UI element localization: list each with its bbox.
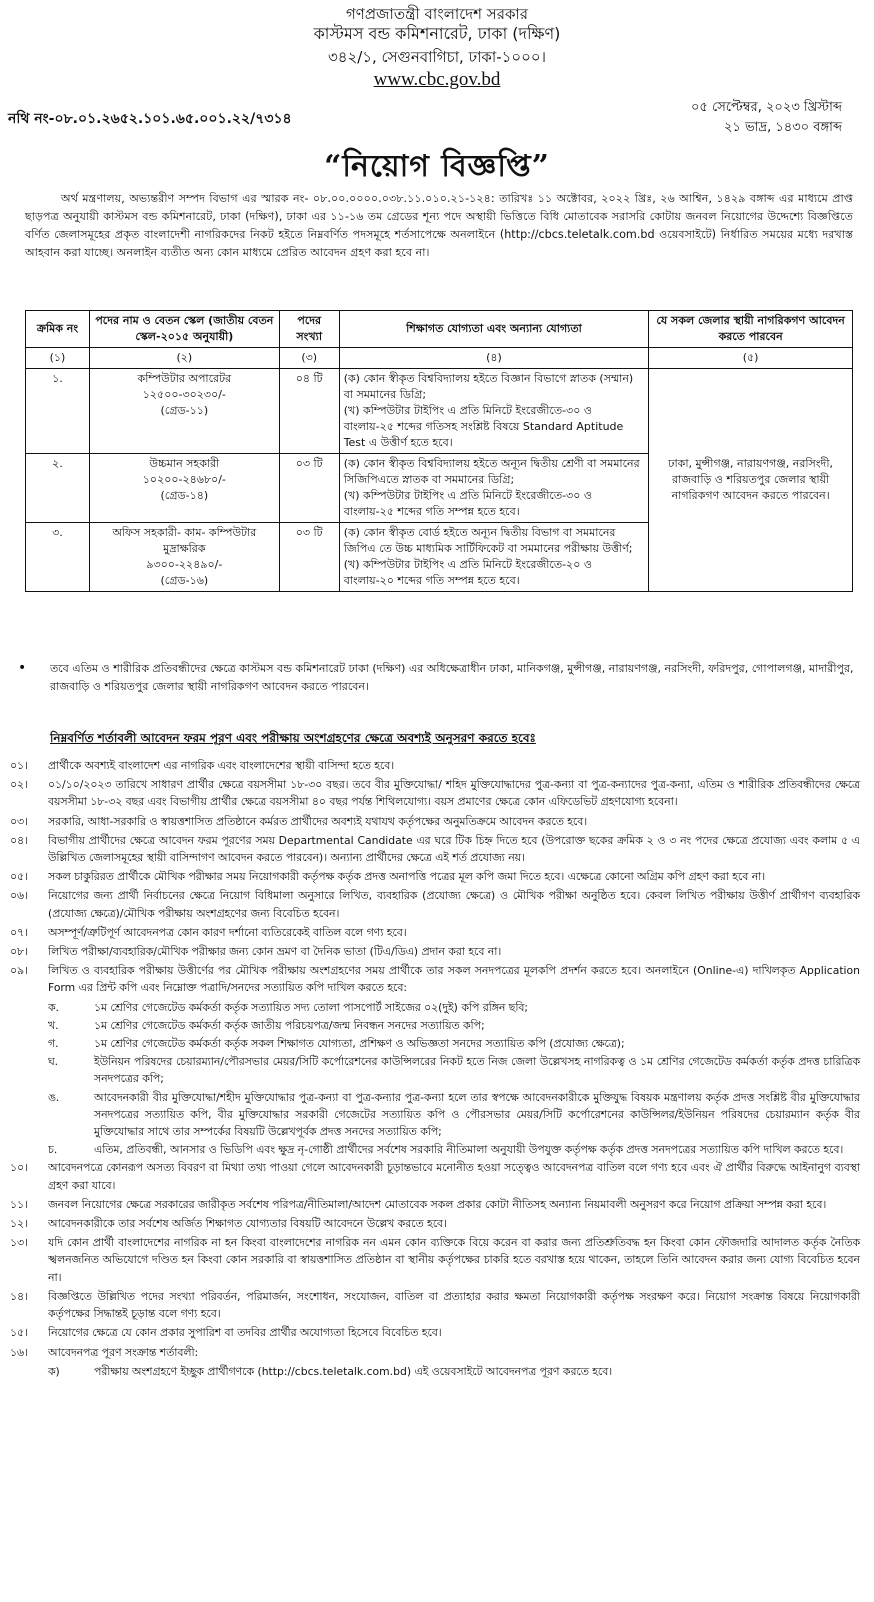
colnum: (৫) — [649, 348, 853, 369]
header-post: পদের নাম ও বেতন স্কেল (জাতীয় বেতন স্কেল-২০১৫ অনুযায়ী) — [89, 311, 279, 348]
row-post — [89, 369, 279, 454]
vacancy-table — [25, 310, 853, 592]
table-header-row — [26, 311, 853, 348]
list-item: ১৬। আবেদনপত্র পূরণ সংক্রান্ত শর্তাবলী: — [10, 1345, 199, 1359]
row-post — [89, 454, 279, 523]
list-item: ০৮। লিখিত পরীক্ষা/ব্যবহারিক/মৌখিক পরীক্ষার জন্য কোন ভ্রমণ বা দৈনিক ভাতা (টিএ/ডিএ) প্রদান করা হবে না। — [10, 945, 502, 959]
sub-item: ঙ. আবেদনকারী বীর মুক্তিযোদ্ধা/শহীদ মুক্তিযোদ্ধার পুত্র-কন্যা বা পুত্র-কন্যার পুত্র-কন্যা হলে তার স্বপক্ষে আবেদনকারীকে মুক্তিযুদ্ধ বিষয়ক মন্ত্রণালয় কর্তৃক প্রদত্ত সংশ্লিষ্ট বীর মুক্তিযোদ্ধার সনদপত্রের সত্যায়িত কপি, বীর মুক্তিযোদ্ধার সরকারী গেজেটের সত্যায়িত কপি ও পৌরসভার মেয়র/সিটি কর্পোরেশনের কাউন্সিলর/ইউনিয়ন পরিষদের চেয়ারম্যান কর্তৃক বীর মুক্তিযোদ্ধার সাথে তার সম্পর্কের বিষয়টি উল্লেখপূর্বক প্রদত্ত সনদের সত্যায়িত কপি; — [48, 1090, 860, 1139]
list-item: ০৩। সরকারি, আধা-সরকারি ও স্বায়ত্তশাসিত প্রতিষ্ঠানে কর্মরত প্রার্থীদের অবশ্যই যথাযথ কর্তৃপক্ষের অনুমতিক্রমে আবেদন করতে হবে। — [10, 814, 588, 828]
header-qualification: শিক্ষাগত যোগ্যতা এবং অন্যান্য যোগ্যতা — [339, 311, 649, 348]
list-item: ১৪। বিজ্ঞপ্তিতে উল্লিখিত পদের সংখ্যা পরিবর্তন, পরিমার্জন, সংশোধন, সংযোজন, বাতিল বা প্রত্যাহার করার ক্ষমতা নিয়োগকারী কর্তৃপক্ষ সংরক্ষণ করে। নিয়োগ সংক্রান্ত বিষয়ে নিয়োগকারী কর্তৃপক্ষের সিদ্ধান্তই চূড়ান্ত বলে গণ্য হবে। — [10, 1289, 860, 1321]
row-count: ০৩ টি — [279, 523, 339, 592]
intro-paragraph: অর্থ মন্ত্রণালয়, অভ্যন্তরীণ সম্পদ বিভাগ এর স্মারক নং- ০৮.০০.০০০০.০৩৮.১১.০১০.২১-১২৪: তারিখঃ ১১ অক্টোবর, ২০২২ খ্রিঃ, ২৬ আশ্বিন, ১৪২৯ বঙ্গাব্দ এর মাধ্যমে প্রাপ্ত ছাড়পত্র অনুযায়ী কাস্টমস বন্ড কমিশনারেট, ঢাকা (দক্ষিণ), ঢাকা এর ১১-১৬ তম গ্রেডের শূন্য পদে অস্থায়ী ভিত্তিতে বিধি মোতাবেক সরাসরি কোটায় জনবল নিয়োগের উদ্দেশ্যে বিজ্ঞপ্তিতে বর্ণিত জেলাসমূহের প্রকৃত বাংলাদেশী নাগরিকদের নিকট হইতে নিম্নবর্ণিত পদসমূহে শর্তসাপেক্ষে অনলাইনে (http://cbcs.teletalk.com.bd ওয়েবসাইটে) নির্ধারিত সময়ের মধ্যে দরখাস্ত আহবান করা যাচ্ছে। অনলাইন ব্যতীত অন্য কোন মাধ্যমে প্রেরিত আবেদন গ্রহণ করা হবে না। — [25, 192, 853, 259]
qualification-b: (খ) কম্পিউটার টাইপিং এ প্রতি মিনিটে ইংরেজীতে-৩০ ও বাংলায়-২৫ শব্দের গতি সম্পন্ন হতে হবে। — [343, 489, 592, 518]
header-serial: ক্রমিক নং — [26, 311, 90, 348]
list-item: ১০। আবেদনপত্রে কোনরূপ অসত্য বিবরণ বা মিথ্যা তথ্য পাওয়া গেলে আবেদনকারী চূড়ান্তভাবে মনোনীত হওয়া সত্ত্বেও আবেদনপত্র বাতিল বলে গণ্য হবে এবং ঐ প্রার্থীর বিরুদ্ধে আইনানুগ ব্যবস্থা গ্রহণ করা যাবে। — [10, 1161, 860, 1192]
post-grade: (গ্রেড-১১) — [160, 404, 209, 417]
memo-reference: নথি নং-০৮.০১.২৬৫২.১০১.৬৫.০০১.২২/৭৩১৪ — [8, 111, 292, 127]
row-count: ০৪ টি — [279, 369, 339, 454]
header-districts: যে সকল জেলার স্থায়ী নাগরিকগণ আবেদন করতে পারবেন — [649, 311, 853, 348]
row-qualification — [339, 454, 649, 523]
memo-date-bangla: ২১ ভাদ্র, ১৪৩০ বঙ্গাব্দ — [723, 120, 842, 135]
colnum: (১) — [26, 348, 90, 369]
list-item: ০৭। অসম্পূর্ণ/ত্রুটিপূর্ণ আবেদনপত্র কোন কারণ দর্শানো ব্যতিরেকেই বাতিল বলে গণ্য হবে। — [10, 925, 407, 939]
sub-item: চ. এতিম, প্রতিবন্ধী, আনসার ও ভিডিপি এবং ক্ষুদ্র নৃ-গোষ্ঠী প্রার্থীদের সর্বশেষ সরকারি নীতিমালা অনুযায়ী উপযুক্ত কর্তৃপক্ষ কর্তৃক প্রদত্ত সনদপত্রের সত্যায়িত কপি দাখিল করতে হবে। — [48, 1143, 844, 1157]
colnum: (৪) — [339, 348, 649, 369]
qualification-a: (ক) কোন স্বীকৃত বোর্ড হইতে অন্যূন দ্বিতীয় বিভাগ বা সমমানের জিপিএ তে উচ্চ মাধ্যমিক সার্টিফিকেট বা সমমানের পরীক্ষায় উত্তীর্ণ; — [343, 526, 633, 555]
table-colnum-row — [26, 348, 853, 369]
post-grade: (গ্রেড-১৪) — [160, 489, 209, 502]
header-count: পদের সংখ্যা — [279, 311, 339, 348]
row-districts: ঢাকা, মুন্সীগঞ্জ, নারায়ণগঞ্জ, নরসিংদী, রাজবাড়ি ও শরিয়তপুর জেলার স্থায়ী নাগরিকগণ আবেদন করতে পারবেন। — [649, 369, 853, 592]
post-scale: ১০২০০-২৪৬৮০/- — [142, 473, 226, 486]
sub-item: ঘ. ইউনিয়ন পরিষদের চেয়ারম্যান/পৌরসভার মেয়র/সিটি কর্পোরেশনের কাউন্সিলরের নিকট হতে নিজ জেলা উল্লেখসহ নাগরিকত্ব ও ১ম শ্রেণির গেজেটেড কর্মকর্তা কর্তৃক প্রদত্ত চারিত্রিক সনদপত্রের কপি; — [48, 1055, 860, 1086]
sub-item: ক) পরীক্ষায় অংশগ্রহণে ইচ্ছুক প্রার্থীগণকে (http://cbcs.teletalk.com.bd) এই ওয়েবসাইটে আবেদনপত্র পূরণ করতে হবে। — [48, 1364, 613, 1378]
post-name: অফিস সহকারী- কাম- কম্পিউটার মুদ্রাক্ষরিক — [112, 526, 257, 555]
list-item: ০২। ০১/১০/২০২৩ তারিখে সাধারণ প্রার্থীর ক্ষেত্রে বয়সসীমা ১৮-৩০ বছর। তবে বীর মুক্তিযোদ্ধা/ শহিদ মুক্তিযোদ্ধাদের পুত্র-কন্যা বা পুত্র-কন্যাদের পুত্র-কন্যা, এতিম ও শারীরিক প্রতিবন্ধীদের ক্ষেত্রে বয়সসীমা ১৮-৩২ বছর এবং বিভাগীয় প্রার্থীর ক্ষেত্রে বয়সসীমা ৪০ বছর পর্যন্ত শিথিলযোগ্য। বয়স প্রমাণের ক্ষেত্রে কোন এফিডেভিট গ্রহণযোগ্য হবেনা। — [10, 778, 860, 809]
row-serial: ২. — [26, 454, 90, 523]
list-item: ০৯। লিখিত ও ব্যবহারিক পরীক্ষায় উত্তীর্ণের পর মৌখিক পরীক্ষায় অংশগ্রহণের সময় প্রার্থীকে তার সকল সনদপত্রের মূলকপি প্রদর্শন করতে হবে। অনলাইনে (Online-এ) দাখিলকৃত Application Form এর প্রিন্ট কপি এবং নিম্নোক্ত পত্রাদি/সনদের সত্যায়িত কপি দাখিল করতে হবে: — [10, 964, 860, 995]
list-item: ০৬। নিয়োগের জন্য প্রার্থী নির্বাচনের ক্ষেত্রে নিয়োগ বিধিমালা অনুসারে লিখিত, ব্যবহারিক (প্রযোজ্য ক্ষেত্রে) ও মৌখিক পরীক্ষা অনুষ্ঠিত হবে। কেবল লিখিত পরীক্ষায় উত্তীর্ণ প্রার্থীগণ ব্যবহারিক (প্রযোজ্য ক্ষেত্রে)/মৌখিক পরীক্ষায় অংশগ্রহণের জন্য বিবেচিত হবেন। — [10, 889, 860, 920]
note-paragraph: তবে এতিম ও শারীরিক প্রতিবন্ধীদের ক্ষেত্রে কাস্টমস বন্ড কমিশনারেট ঢাকা (দক্ষিণ) এর অধিক্ষেত্রাধীন ঢাকা, মানিকগঞ্জ, মুন্সীগঞ্জ, নারায়ণগঞ্জ, নরসিংদী, ফরিদপুর, গোপালগঞ্জ, মাদারীপুর, রাজবাড়ি ও শরিয়তপুর জেলার স্থায়ী নাগরিকগণ আবেদন করতে পারবেন। — [50, 662, 854, 693]
table-row — [26, 369, 853, 454]
header-website-link[interactable]: www.cbc.gov.bd — [373, 69, 501, 90]
memo-date — [691, 98, 842, 138]
header-address: ৩৪২/১, সেগুনবাগিচা, ঢাকা-১০০০। — [327, 48, 547, 66]
list-item: ১৫। নিয়োগের ক্ষেত্রে যে কোন প্রকার সুপারিশ বা তদবির প্রার্থীর অযোগ্যতা হিসেবে বিবেচিত হবে। — [10, 1326, 442, 1340]
qualification-b: (খ) কম্পিউটার টাইপিং এ প্রতি মিনিটে ইংরেজীতে-২০ ও বাংলায়-২০ শব্দের গতি সম্পন্ন হতে হবে। — [343, 558, 592, 587]
list-item: ০৫। সকল চাকুরিরত প্রার্থীকে মৌখিক পরীক্ষার সময় নিয়োগকারী কর্তৃপক্ষ কর্তৃক প্রদত্ত অনাপত্তি পত্রের মূল কপি জমা দিতে হবে। এক্ষেত্রে কোনো অগ্রিম কপি গ্রহণ করা হবে না। — [10, 870, 766, 884]
memo-date-english: ০৫ সেপ্টেম্বর, ২০২৩ খ্রিস্টাব্দ — [690, 100, 842, 115]
list-item: ০১। প্রার্থীকে অবশ্যই বাংলাদেশ এর নাগরিক এবং বাংলাদেশের স্থায়ী বাসিন্দা হতে হবে। — [10, 759, 395, 772]
post-scale: ১২৫০০-৩০২৩০/- — [142, 388, 226, 401]
qualification-a: (ক) কোন স্বীকৃত বিশ্ববিদ্যালয় হইতে বিজ্ঞান বিভাগে স্নাতক (সম্মান) বা সমমানের ডিগ্রি; — [343, 372, 634, 401]
header-office: কাস্টমস বন্ড কমিশনারেট, ঢাকা (দক্ষিণ) — [313, 24, 561, 43]
sub-item: খ. ১ম শ্রেণির গেজেটেড কর্মকর্তা কর্তৃক জাতীয় পরিচয়পত্র/জন্ম নিবন্ধন সনদের সত্যায়িত কপি; — [48, 1018, 485, 1032]
row-qualification — [339, 523, 649, 592]
list-item: ১১। জনবল নিয়োগের ক্ষেত্রে সরকারের জারীকৃত সর্বশেষ পরিপত্র/নীতিমালা/আদেশ মোতাবেক সকল প্রকার কোটা নীতিসহ অন্যান্য নিয়মাবলী অনুসরণ করে নিয়োগ প্রক্রিয়া সম্পন্ন করা হবে। — [10, 1197, 827, 1211]
row-serial: ৩. — [26, 523, 90, 592]
qualification-b: (খ) কম্পিউটার টাইপিং এ প্রতি মিনিটে ইংরেজীতে-৩০ ও বাংলায়-২৫ শব্দের গতিসহ সংশ্লিষ্ট বিষয়ে Standard Aptitude Test এ উত্তীর্ণ হতে হবে। — [343, 404, 624, 449]
post-grade: (গ্রেড-১৬) — [160, 574, 209, 587]
colnum: (৩) — [279, 348, 339, 369]
header-government: গণপ্রজাতন্ত্রী বাংলাদেশ সরকার — [345, 5, 529, 23]
colnum: (২) — [89, 348, 279, 369]
row-post — [89, 523, 279, 592]
row-qualification — [339, 369, 649, 454]
post-name: উচ্চমান সহকারী — [149, 457, 220, 470]
notice-title: “নিয়োগ বিজ্ঞপ্তি” — [324, 149, 550, 184]
list-item: ১২। আবেদনকারীকে তার সর্বশেষ অর্জিত শিক্ষাগত যোগ্যতার বিষয়টি আবেদনে উল্লেখ করতে হবে। — [10, 1217, 447, 1231]
row-serial: ১. — [26, 369, 90, 454]
conditions-heading: নিম্নবর্ণিত শর্তাবলী আবেদন ফরম পূরণ এবং পরীক্ষায় অংশগ্রহণের ক্ষেত্রে অবশ্যই অনুসরণ করতে হবেঃ — [50, 731, 536, 745]
post-name: কম্পিউটার অপারেটর — [137, 372, 232, 385]
sub-item: গ. ১ম শ্রেণির গেজেটেড কর্মকর্তা কর্তৃক সকল শিক্ষাগত যোগ্যতা, প্রশিক্ষণ ও অভিজ্ঞতা সনদের সত্যায়িত কপি (প্রযোজ্য ক্ষেত্রে); — [48, 1037, 625, 1051]
row-count: ০৩ টি — [279, 454, 339, 523]
qualification-a: (ক) কোন স্বীকৃত বিশ্ববিদ্যালয় হইতে অন্যূন দ্বিতীয় শ্রেণী বা সমমানের সিজিপিএতে স্নাতক বা সমমানের ডিগ্রি; — [343, 457, 640, 486]
sub-item: ক. ১ম শ্রেণির গেজেটেড কর্মকর্তা কর্তৃক সত্যায়িত সদ্য তোলা পাসপোর্ট সাইজের ০২(দুই) কপি রঙ্গিন ছবি; — [48, 1000, 529, 1014]
list-item: ১৩। যদি কোন প্রার্থী বাংলাদেশের নাগরিক না হন কিংবা বাংলাদেশের নাগরিক নন এমন কোন ব্যক্তিকে বিয়ে করেন বা করার জন্য প্রতিশ্রুতিবদ্ধ হন কিংবা কোন ফৌজদারি আদালত কর্তৃক নৈতিক স্খলনজনিত অভিযোগে দণ্ডিত হন কিংবা কোন সরকারি বা স্বায়ত্তশাসিত প্রতিষ্ঠান বা স্থানীয় কর্তৃপক্ষের চাকরি হতে বরখাস্ত হয়ে থাকেন, তাহলে তিনি আবেদন করার জন্য যোগ্য বিবেচিত হবেন না। — [10, 1236, 860, 1284]
header-website-wrap — [0, 70, 874, 90]
conditions-list — [10, 757, 860, 1381]
list-item: ০৪। বিভাগীয় প্রার্থীদের ক্ষেত্রে আবেদন ফরম পূরণের সময় Departmental Candidate এর ঘরে টিক চিহ্ন দিতে হবে (উপরোক্ত ছকের ক্রমিক ২ ও ৩ নং পদের ক্ষেত্রে প্রযোজ্য এবং কলাম ৫ এ উল্লিখিত জেলাসমূহের স্থায়ী বাসিন্দাগণ আবেদন করতে পারবেন)। অন্যান্য প্রার্থীদের ক্ষেত্রে এই শর্ত প্রযোজ্য নয়। — [10, 833, 860, 865]
post-scale: ৯৩০০-২২৪৯০/- — [146, 558, 223, 571]
note-bullet-icon: • — [18, 660, 27, 676]
